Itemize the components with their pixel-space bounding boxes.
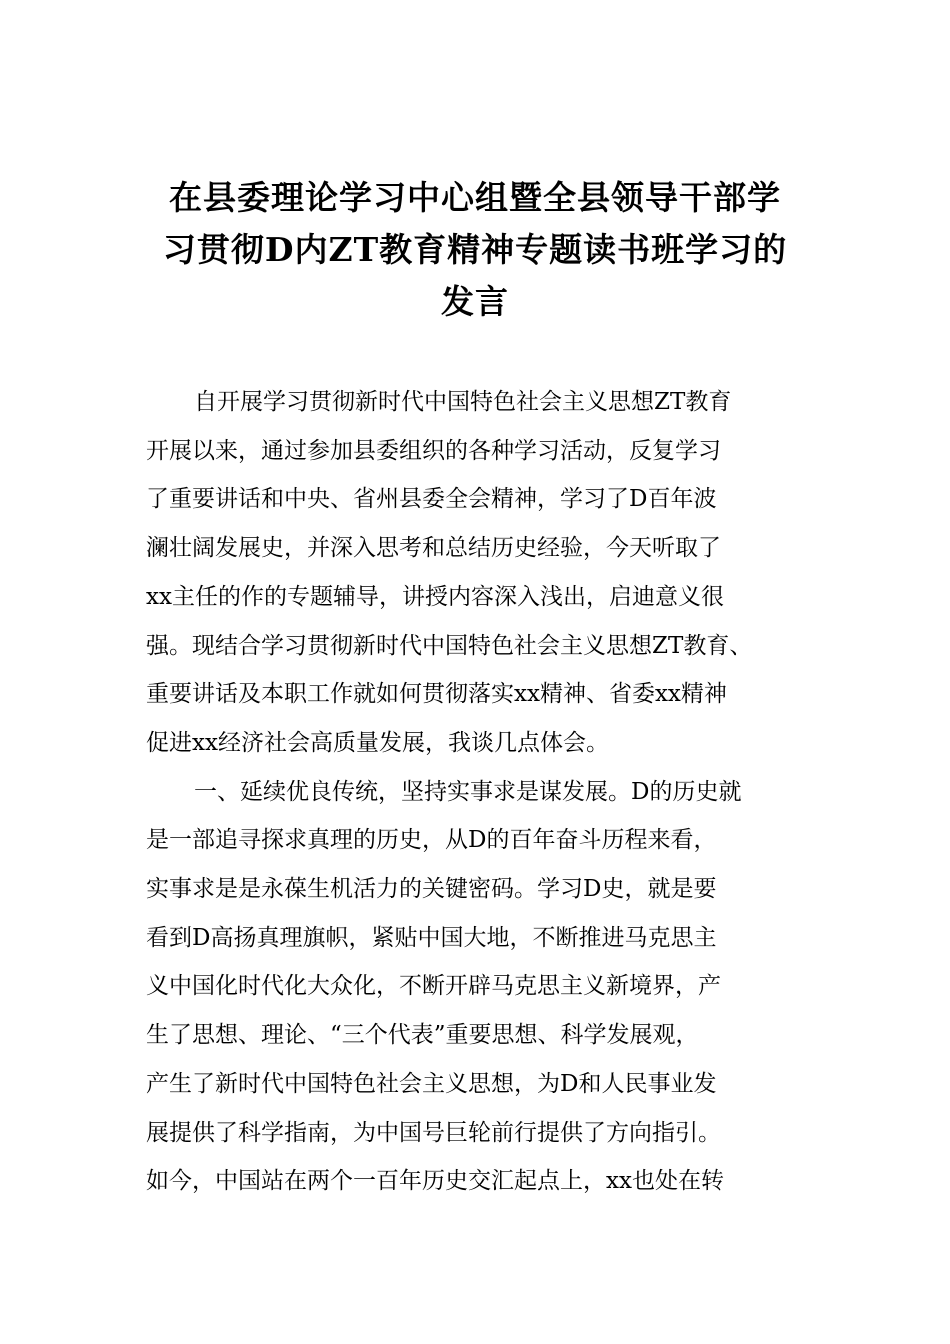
text-line: 实事求是是永葆生机活力的关键密码。学习D史，就是要 bbox=[146, 876, 717, 903]
text-line: 看到D高扬真理旗帜，紧贴中国大地，不断推进马克思主 bbox=[146, 924, 717, 951]
text-line: xx主任的作的专题辅导，讲授内容深入浅出，启迪意义很 bbox=[146, 583, 724, 610]
text-line: 是一部追寻探求真理的历史，从D的百年奋斗历程来看， bbox=[146, 827, 717, 854]
text-line: 了重要讲话和中央、省州县委全会精神，学习了D百年波 bbox=[146, 486, 717, 513]
paragraph-section-one bbox=[146, 768, 806, 1206]
text-line: 强。现结合学习贯彻新时代中国特色社会主义思想ZT教育、 bbox=[146, 632, 753, 659]
title-line: 在县委理论学习中心组暨全县领导干部学 bbox=[169, 178, 781, 217]
title-line: 习贯彻D内ZT教育精神专题读书班学习的 bbox=[162, 230, 788, 269]
text-line: 促进xx经济社会高质量发展，我谈几点体会。 bbox=[146, 729, 609, 756]
text-line: 自开展学习贯彻新时代中国特色社会主义思想ZT教育 bbox=[194, 389, 732, 415]
text-line: 开展以来，通过参加县委组织的各种学习活动，反复学习 bbox=[146, 437, 721, 464]
document-body bbox=[146, 378, 806, 1206]
text-line: 义中国化时代化大众化，不断开辟马克思主义新境界，产 bbox=[146, 973, 721, 1000]
text-line: 生了思想、理论、“三个代表”重要思想、科学发展观， bbox=[146, 1022, 699, 1049]
document-title bbox=[120, 172, 830, 328]
text-line: 展提供了科学指南，为中国号巨轮前行提供了方向指引。 bbox=[146, 1119, 721, 1146]
text-line: 如今，中国站在两个一百年历史交汇起点上，xx也处在转 bbox=[146, 1168, 724, 1195]
text-line: 重要讲话及本职工作就如何贯彻落实xx精神、省委xx精神 bbox=[146, 681, 727, 708]
title-line: 发言 bbox=[441, 282, 509, 321]
text-line: 一、延续优良传统，坚持实事求是谋发展。D的历史就 bbox=[194, 778, 742, 805]
paragraph-intro bbox=[146, 378, 806, 768]
text-line: 澜壮阔发展史，并深入思考和总结历史经验，今天听取了 bbox=[146, 535, 721, 562]
text-line: 产生了新时代中国特色社会主义思想，为D和人民事业发 bbox=[146, 1070, 717, 1097]
